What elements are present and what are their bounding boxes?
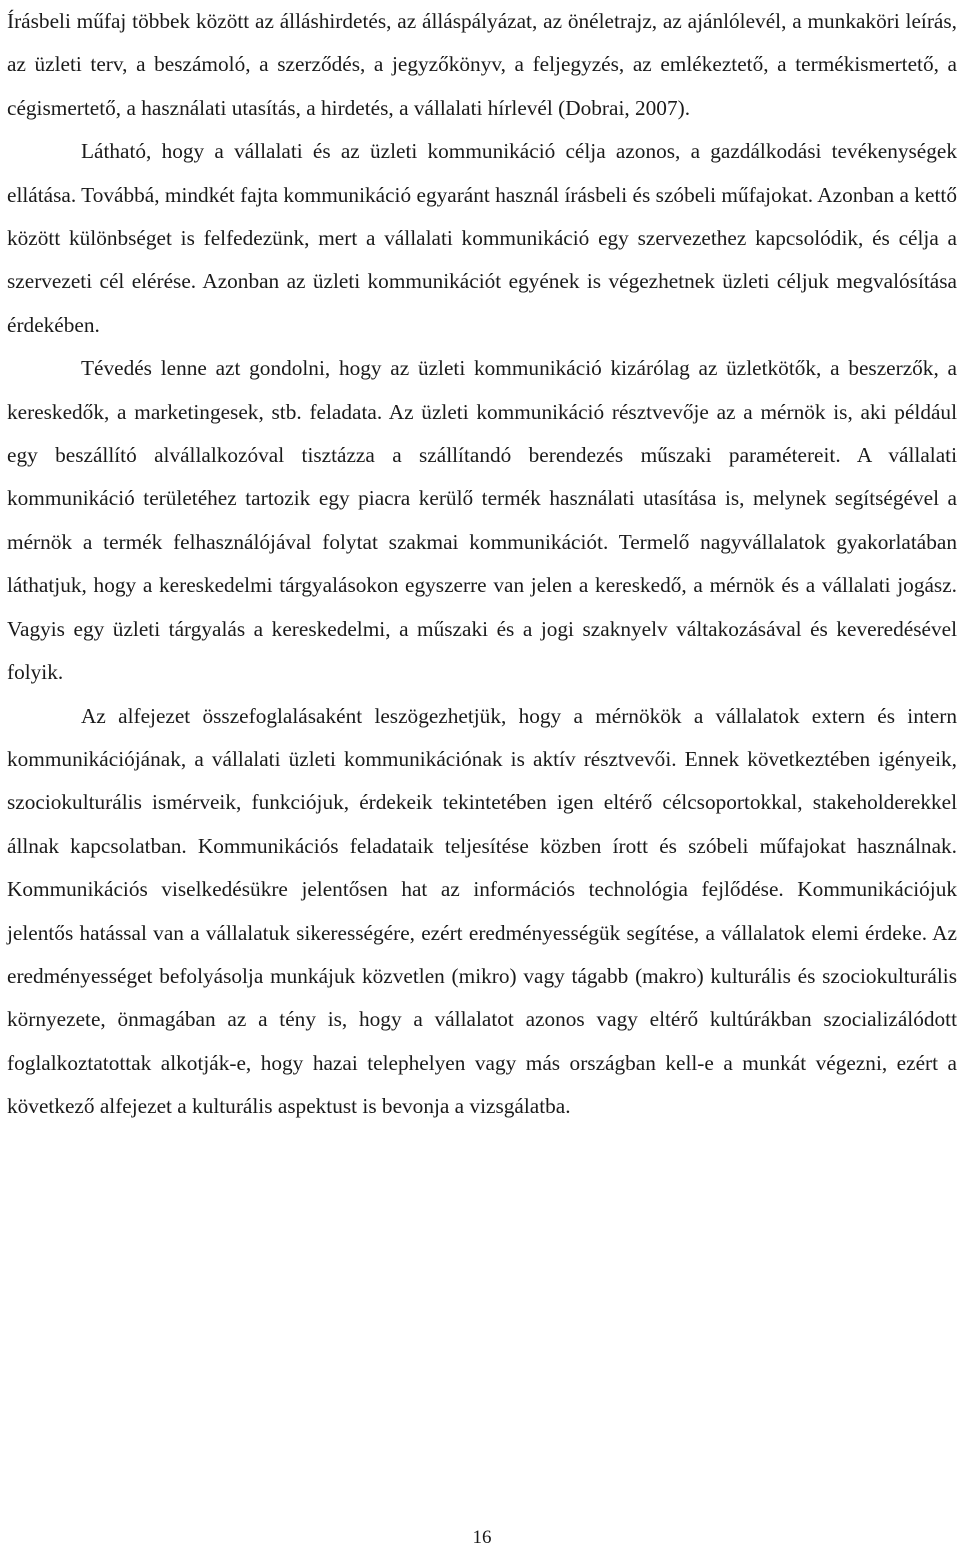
body-text — [7, 0, 957, 1129]
page-number: 16 — [472, 1527, 492, 1548]
paragraph-summary: Az alfejezet összefoglalásaként leszögezhetjük, hogy a mérnökök a vállalatok extern és intern kommunikációjának, a vállalati üzleti kommunikációnak is aktív résztvevői. Ennek következtében igényeik, szociokulturális ismérveik, funkciójuk, érdekeik tekintetében igen eltérő célcsoportokkal, stakeholderekkel állnak kapcsolatban. Kommunikációs feladataik teljesítése közben írott és szóbeli műfajokat használnak. Kommunikációs viselkedésükre jelentősen hat az információs technológia fejlődése. Kommunikációjuk jelentős hatással van a vállalatuk sikerességére, ezért eredményességük segítése, a vállalatok elemi érdeke. Az eredményességet befolyásolja munkájuk közvetlen (mikro) vagy tágabb (makro) kulturális és szociokulturális környezete, önmagában az a tény is, hogy a vállalatot azonos vagy eltérő kultúrákban szocializálódott foglalkoztatottak alkotják-e, hogy hazai telephelyen vagy más országban kell-e a munkát végezni, ezért a következő alfejezet a kulturális aspektust is bevonja a vizsgálatba. — [7, 703, 957, 1119]
paragraph-engineer-role: Tévedés lenne azt gondolni, hogy az üzleti kommunikáció kizárólag az üzletkötők, a beszerzők, a kereskedők, a marketingesek, stb. feladata. Az üzleti kommunikáció résztvevője az a mérnök is, aki például egy beszállító alvállalkozóval tisztázza a szállítandó berendezés műszaki paramétereit. A vállalati kommunikáció területéhez tartozik egy piacra kerülő termék használati utasítása is, melynek segítségével a mérnök a termék felhasználójával folytat szakmai kommunikációt. Termelő nagyvállalatok gyakorlatában láthatjuk, hogy a kereskedelmi tárgyalásokon egyszerre van jelen a kereskedő, a mérnök és a vállalati jogász. Vagyis egy üzleti tárgyalás a kereskedelmi, a műszaki és a jogi szaknyelv váltakozásával és keveredésével folyik. — [7, 356, 957, 685]
paragraph-communication-goals: Látható, hogy a vállalati és az üzleti kommunikáció célja azonos, a gazdálkodási tevékenységek ellátása. Továbbá, mindkét fajta kommunikáció egyaránt használ írásbeli és szóbeli műfajokat. Azonban a kettő között különbséget is felfedezünk, mert a vállalati kommunikáció egy szervezethez kapcsolódik, és célja a szervezeti cél elérése. Azonban az üzleti kommunikációt egyének is végezhetnek üzleti céljuk megvalósítása érdekében. — [7, 139, 957, 337]
paragraph-written-genres: Írásbeli műfaj többek között az álláshirdetés, az álláspályázat, az önéletrajz, az ajánlólevél, a munkaköri leírás, az üzleti terv, a beszámoló, a szerződés, a jegyzőkönyv, a feljegyzés, az emlékeztető, a termékismertető, a cégismertető, a használati utasítás, a hirdetés, a vállalati hírlevél (Dobrai, 2007). — [7, 9, 957, 120]
